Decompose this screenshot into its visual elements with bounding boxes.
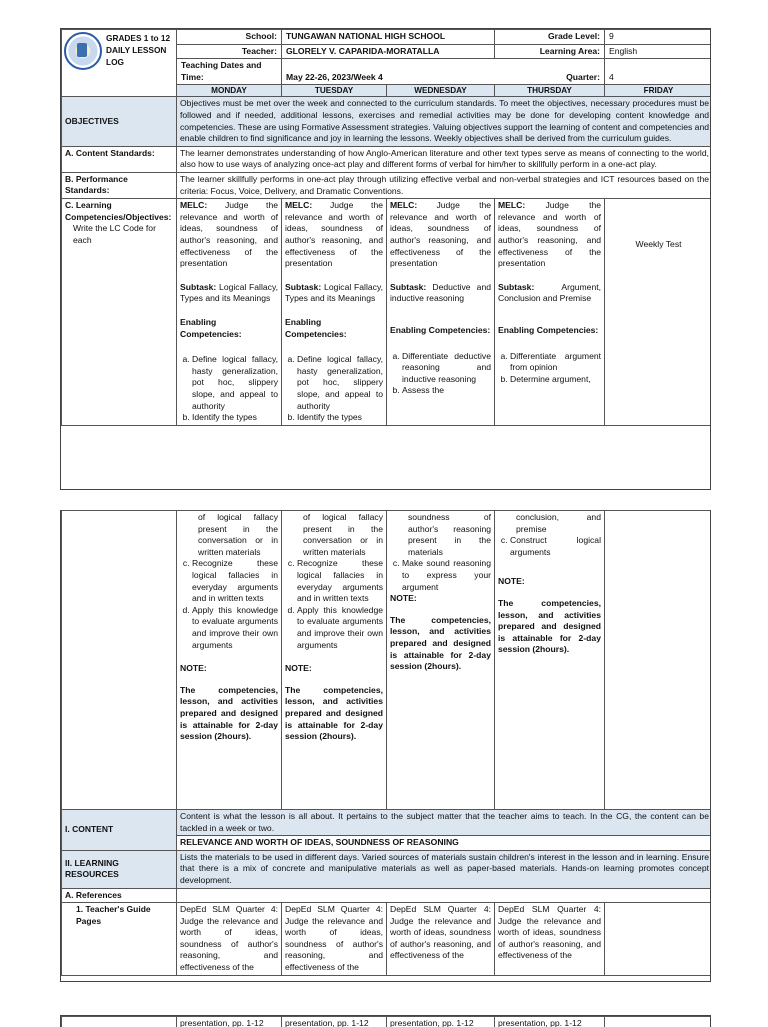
day-monday: MONDAY [177,85,282,97]
list-item: a. Differentiate deductive reasoning and inductive reasoning [402,351,491,386]
day-wednesday: WEDNESDAY [387,85,495,97]
page-2 [60,510,711,982]
dates-label: Teaching Dates and Time: [177,59,282,85]
list-item: d. Apply this knowledge to evaluate arguments and improve their own arguments [297,605,383,651]
melc-label: MELC: [498,200,525,210]
melc-label: MELC: [180,200,207,210]
subtask-text: Logical Fallacy, Types and its Meanings [285,282,383,304]
grade-label: Grade Level: [495,30,605,45]
subtask-text: Argument, Conclusion and Premise [498,282,601,304]
teacher-value: GLORELY V. CAPARIDA-MORATALLA [282,44,495,59]
list-item: d. Apply this knowledge to evaluate arguments and improve their own arguments [192,605,278,651]
resources-text: Lists the materials to be used in different days. Varied sources of materials sustain children's interest in the lesson and in learning. Ensure that there is a mix of concrete and manipulative materials as well as paper-based materials. Hands-on learning promotes concept development. [177,850,712,888]
friday-continued [605,511,712,810]
page-3 [60,1015,711,1027]
tg-monday: DepEd SLM Quarter 4: Judge the relevance and worth of ideas, soundness of author's reasoning, and effectiveness of the [177,903,282,976]
teacher-label: Teacher: [177,44,282,59]
thursday-continued [495,511,605,810]
quarter-value: 4 [605,59,711,85]
school-label: School: [177,30,282,45]
references-empty [177,888,712,902]
wednesday-continued [387,511,495,810]
list-item: b. Assess the [402,385,491,397]
subtask-text: Logical Fallacy, Types and its Meanings [180,282,278,304]
header-title-line: LOG [106,56,170,68]
wednesday-competencies [387,199,495,426]
day-tuesday: TUESDAY [282,85,387,97]
thursday-competencies [495,199,605,426]
content-standards-text: The learner demonstrates understanding of how Anglo-American literature and other text types serve as means of connecting to the world, also how to use ways of analyzing once-act play and different forms of verbal for him/her to skillfully perform in a one-act play. [177,146,712,172]
list-item: b. Determine argument, [510,374,601,386]
enabling-label: Enabling Competencies: [285,317,383,340]
performance-standards-text: The learner skillfully performs in one-act play through utilizing effective verbal and non-verbal strategies and ICT resources based on the criteria: Focus, Voice, Delivery, and Dramatic Conventions. [177,173,712,199]
melc-text: Judge the relevance and worth of ideas, soundness of author's reasoning, and effectiveness of the presentation [390,200,491,268]
enabling-label: Enabling Competencies: [180,317,278,340]
subtask-label: Subtask: [180,282,216,292]
tg-thursday: DepEd SLM Quarter 4: Judge the relevance and worth of ideas, soundness of author's reasoning, and effectiveness of the [495,903,605,976]
melc-text: Judge the relevance and worth of ideas, soundness of author's reasoning, and effectiveness of the presentation [180,200,278,268]
subtask-text: Deductive and inductive reasoning [390,282,491,304]
competencies-label-cell [62,199,177,426]
empty-label-cell [62,1017,177,1027]
tg-friday [605,903,712,976]
list-item: soundness of author's reasoning present in the materials [390,512,491,558]
friday-competencies: Weekly Test [605,199,711,426]
melc-text: Judge the relevance and worth of ideas, soundness of author's reasoning, and effectiveness of the presentation [285,200,383,268]
list-item: a. Differentiate argument from opinion [510,351,601,374]
tg-label: 1. Teacher's Guide Pages [62,903,177,976]
day-thursday: THURSDAY [495,85,605,97]
empty-label-cell [62,511,177,810]
competencies-label: C. Learning Competencies/Objectives: [65,200,173,223]
tg-monday-cont: presentation, pp. 1-12 [177,1017,282,1027]
resources-label: II. LEARNING RESOURCES [62,850,177,888]
performance-standards-label: B. Performance Standards: [62,173,177,199]
note-text: The competencies, lesson, and activities prepared and designed is attainable for 2-day session (2hours). [285,685,383,743]
melc-label: MELC: [285,200,312,210]
deped-seal-icon [64,32,102,70]
list-item: a. Define logical fallacy, hasty generalization, pot hoc, slippery slope, and appeal to authority [192,354,278,412]
subtask-label: Subtask: [390,282,426,292]
tg-thursday-cont: presentation, pp. 1-12 [495,1017,605,1027]
tg-tuesday-cont: presentation, pp. 1-12 [282,1017,387,1027]
note-label: NOTE: [285,663,383,675]
objectives-text: Objectives must be met over the week and connected to the curriculum standards. To meet the objectives, necessary procedures must be followed and if needed, additional lessons, exercises and remedial activities may be done for developing content knowledge and competencies. These are using Formative Assessment strategies. Valuing objectives support the learning of content and competencies and enable children to find significance and joy in learning the lessons. Weekly objectives shall be derived from the curriculum guides. [177,97,712,146]
melc-label: MELC: [390,200,417,210]
content-label: I. CONTENT [62,810,177,851]
list-item: a. Define logical fallacy, hasty generalization, pot hoc, slippery slope, and appeal to authority [297,354,383,412]
header-title-line: DAILY LESSON [106,44,170,56]
subtask-label: Subtask: [498,282,534,292]
note-label: NOTE: [390,593,491,605]
dates-value: May 22-26, 2023/Week 4 [286,72,383,84]
area-label: Learning Area: [495,44,605,59]
header-title-cell [62,30,177,97]
note-label: NOTE: [180,663,278,675]
school-value: TUNGAWAN NATIONAL HIGH SCHOOL [282,30,495,45]
melc-text: Judge the relevance and worth of ideas, soundness of author's reasoning, and effectiveness of the presentation [498,200,601,268]
list-item: of logical fallacy present in the conversation or in written materials [180,512,278,558]
tg-tuesday: DepEd SLM Quarter 4: Judge the relevance and worth of ideas, soundness of author's reasoning, and effectiveness of the [282,903,387,976]
tuesday-competencies [282,199,387,426]
content-standards-label: A. Content Standards: [62,146,177,172]
monday-continued [177,511,282,810]
tuesday-continued [282,511,387,810]
content-text: Content is what the lesson is all about. It pertains to the subject matter that the teacher aims to teach. In the CG, the content can be tackled in a week or two. [177,810,712,836]
page-1 [60,28,711,490]
tg-wednesday: DepEd SLM Quarter 4: Judge the relevance and worth of ideas, soundness of author's reasoning, and effectiveness of the [387,903,495,976]
monday-competencies [177,199,282,426]
tg-friday-cont [605,1017,712,1027]
list-item: c. Recognize these logical fallacies in everyday arguments and in written texts [297,558,383,604]
list-item: b. Identify the types [297,412,383,424]
competencies-sublabel: Write the LC Code for each [65,223,173,246]
list-item: c. Recognize these logical fallacies in everyday arguments and in written texts [192,558,278,604]
objectives-label: OBJECTIVES [62,97,177,146]
header-title-line: GRADES 1 to 12 [106,32,170,44]
references-label: A. References [62,888,177,902]
list-item: conclusion, and premise [498,512,601,535]
quarter-label: Quarter: [566,72,600,84]
list-item: b. Identify the types [192,412,278,424]
list-item: of logical fallacy present in the conversation or in written materials [285,512,383,558]
content-value: RELEVANCE AND WORTH OF IDEAS, SOUNDNESS OF REASONING [177,836,712,851]
day-friday: FRIDAY [605,85,711,97]
note-label: NOTE: [498,576,601,588]
list-item: c. Make sound reasoning to express your argument [402,558,491,593]
area-value: English [605,44,711,59]
tg-wednesday-cont: presentation, pp. 1-12 [387,1017,495,1027]
grade-value: 9 [605,30,711,45]
enabling-label: Enabling Competencies: [498,325,601,337]
note-text: The competencies, lesson, and activities prepared and designed is attainable for 2-day session (2hours). [390,615,491,673]
list-item: c. Construct logical arguments [510,535,601,558]
note-text: The competencies, lesson, and activities prepared and designed is attainable for 2-day session (2hours). [180,685,278,743]
subtask-label: Subtask: [285,282,321,292]
note-text: The competencies, lesson, and activities prepared and designed is attainable for 2-day session (2hours). [498,598,601,656]
enabling-label: Enabling Competencies: [390,325,491,337]
